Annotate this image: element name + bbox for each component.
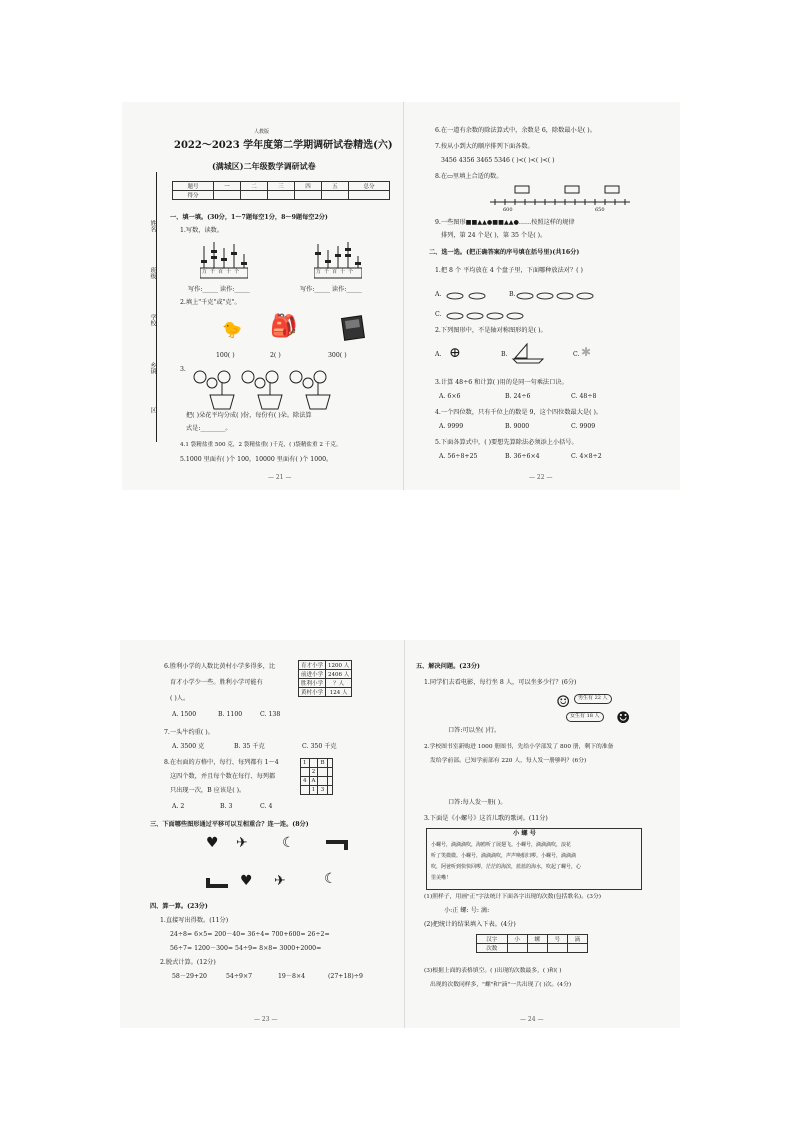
section1-heading: 一、填一填。(30分，1～7题每空1分，8～9题每空2分) bbox=[170, 214, 328, 221]
boy-icon: ☺ bbox=[556, 692, 571, 711]
section5-heading: 五、解决问题。(23分) bbox=[416, 663, 480, 670]
airplane-icon-2: ✈ bbox=[274, 873, 286, 889]
book-icon bbox=[340, 314, 366, 342]
sailboat-icon bbox=[511, 342, 545, 364]
side-label-town: 乡镇 bbox=[149, 362, 156, 374]
abacus-label: 千 bbox=[210, 269, 219, 275]
c4-opt-c: C. 9909 bbox=[571, 423, 596, 430]
p1-text: 1.同学们去看电影，每行坐 8 人，可以坐多少行？(6分) bbox=[424, 679, 577, 686]
c8-opt-a: A. 2 bbox=[172, 803, 185, 810]
page-number-21: — 21 — bbox=[268, 474, 292, 481]
page-fold-2 bbox=[404, 640, 405, 1028]
girl-icon: ☻ bbox=[616, 708, 631, 727]
word-header: 滴 bbox=[567, 935, 587, 944]
c4-opt-b: B. 9000 bbox=[505, 423, 530, 430]
crescent-moon-icon: ☾ bbox=[282, 835, 295, 851]
plates-icon bbox=[445, 286, 665, 326]
word-header: 汉字 bbox=[477, 935, 508, 944]
abacus-label: 个 bbox=[348, 269, 357, 275]
exam-scan-page-1 bbox=[122, 102, 680, 490]
page-23 bbox=[120, 640, 402, 1028]
c8-text-c: 只出现一次，B 应该是( )。 bbox=[170, 787, 246, 794]
p3-text: 3.下面是《小螺号》这首儿歌的歌词。(11分) bbox=[424, 815, 548, 822]
airplane-icon: ✈ bbox=[236, 835, 248, 851]
exam-title: 2022～2023 学年度第二学期调研试卷精选(六) bbox=[174, 140, 393, 151]
c5-opt-c: C. 4×8÷2 bbox=[571, 453, 602, 460]
score-cell[interactable] bbox=[321, 191, 348, 200]
section4-heading: 四、算一算。(23分) bbox=[150, 903, 208, 910]
c3-text: 3.计算 48÷6 和计算( )用的是同一句乘法口诀。 bbox=[435, 379, 568, 386]
grid-cell: 1 bbox=[309, 786, 318, 795]
m1-text: 1.直接写出得数。(11分) bbox=[160, 917, 229, 924]
grid-cell bbox=[327, 777, 332, 786]
chick-icon: 🐤 bbox=[222, 320, 242, 339]
score-table bbox=[172, 181, 390, 200]
m2-item-2: 54÷9×7 bbox=[226, 973, 253, 980]
abacus-label: 万 bbox=[202, 269, 211, 275]
c3-opt-c: C. 48÷8 bbox=[571, 393, 597, 400]
q8-tick-650: 650 bbox=[595, 207, 605, 213]
side-label-school: 学校 bbox=[149, 314, 156, 326]
section3-heading: 三、下面哪些图形通过平移可以互相重合？连一连。(8分) bbox=[150, 821, 309, 828]
c1-opt-c: C. bbox=[435, 311, 442, 318]
c7-opt-b: B. 35 千克 bbox=[234, 743, 265, 750]
side-label-district: 区 bbox=[149, 407, 156, 413]
abacus-label: 十 bbox=[226, 269, 235, 275]
section2-heading: 二、选一选。(把正确答案的序号填在括号里)(共16分) bbox=[429, 249, 580, 256]
p1-answer: 口答:可以坐( )行。 bbox=[448, 727, 501, 734]
q6-text: 6.在一道有余数的除法算式中，余数是 6，除数最小是( )。 bbox=[435, 127, 596, 134]
grid-cell: B bbox=[318, 759, 327, 768]
p2-answer: 口答:每人发一册( )。 bbox=[448, 799, 507, 806]
c2-text: 2.下列图形中，不是轴对称图形的是( )。 bbox=[435, 327, 547, 334]
c8-text-a: 8.在右面的方格中，每行、每列都有 1～4 bbox=[164, 759, 279, 766]
binding-line bbox=[156, 172, 157, 442]
page-number-22: — 22 — bbox=[529, 474, 553, 481]
grid-cell: 4 bbox=[301, 777, 310, 786]
flower-pots-icon bbox=[190, 367, 340, 411]
c6-text-a: 6.胜利小学的人数比黄村小学多得多，比 bbox=[164, 663, 276, 670]
school-name: 前进小学 bbox=[299, 670, 326, 679]
boys-bubble: 男生有 22 人 bbox=[574, 694, 612, 704]
count-cell[interactable] bbox=[567, 944, 587, 953]
side-label-class: 班级 bbox=[149, 267, 156, 279]
maple-leaf-icon: ✱ bbox=[581, 345, 592, 359]
edition-label: 人教版 bbox=[254, 129, 270, 135]
q9-text-b: 排列，第 24 个是( )，第 35 个是( )。 bbox=[441, 232, 547, 239]
school-population-table bbox=[298, 660, 352, 697]
backpack-icon: 🎒 bbox=[270, 314, 298, 339]
grid-cell: 3 bbox=[318, 786, 327, 795]
m1-row-1: 24÷8= 6×5= 200－40= 36÷4= 700+600= 26÷2= bbox=[170, 931, 330, 938]
poem-title: 小 螺 号 bbox=[513, 830, 536, 837]
page-number-24: — 24 — bbox=[520, 1016, 544, 1023]
c6-text-c: ( )人。 bbox=[170, 695, 190, 702]
c8-text-b: 这四个数，并且每个数在每行、每列都 bbox=[170, 773, 276, 780]
c2-opt-b: B. bbox=[501, 351, 508, 358]
q4-text: 4.1 袋精盐重 500 克，2 袋精盐重( )千克，( )袋精盐重 2 千克。 bbox=[180, 442, 342, 448]
q9-text-a: 9.一些图形■■▲▲●■■▲▲●……按照这样的规律 bbox=[435, 219, 575, 226]
c5-opt-b: B. 36÷6×4 bbox=[505, 453, 540, 460]
grid-cell: 2 bbox=[309, 768, 318, 777]
q8-tick-600: 600 bbox=[503, 207, 513, 213]
side-label-name: 姓名 bbox=[149, 220, 156, 232]
school-count: 124 人 bbox=[326, 688, 352, 697]
c6-text-b: 育才小学少一些。胜利小学可能有 bbox=[170, 679, 263, 686]
c8-opt-c: C. 4 bbox=[260, 803, 273, 810]
score-cell[interactable] bbox=[348, 191, 389, 200]
heart-icon: ♥ bbox=[206, 835, 219, 851]
heart-icon-2: ♥ bbox=[240, 873, 253, 889]
c6-opt-c: C. 138 bbox=[260, 711, 281, 718]
abacus-label: 千 bbox=[324, 269, 333, 275]
q3-text-a: 把( )朵花平均分成( )份，每份有( )朵。除法算 bbox=[186, 412, 312, 419]
exam-scan-page-2 bbox=[120, 640, 680, 1028]
score-header-cell: 五 bbox=[321, 182, 348, 191]
c5-text: 5.下面各算式中，( )要想先算除法必须添上小括号。 bbox=[435, 439, 578, 446]
page-number-23: — 23 — bbox=[254, 1016, 278, 1023]
q2-item-1: 100( ) bbox=[216, 352, 235, 359]
grid-cell bbox=[327, 768, 332, 777]
poem-line: 听了笑微微。小螺号，滴滴滴吹，声声唤船归啰。小螺号，滴滴滴 bbox=[431, 853, 577, 859]
abacus-label: 个 bbox=[234, 269, 243, 275]
abacus-label: 十 bbox=[340, 269, 349, 275]
c5-opt-a: A. 56÷8+25 bbox=[439, 453, 478, 460]
poem-line: 吹，阿爸听到快快回啰，茫茫的海滨，蓝蓝的海水，吹起了螺号，心 bbox=[431, 864, 582, 870]
q2-text: 2.填上"千克"或"克"。 bbox=[180, 299, 241, 306]
score-header-cell: 一 bbox=[214, 182, 241, 191]
c1-opt-b: B. bbox=[509, 291, 516, 298]
q3-text-b: 式是:________。 bbox=[186, 425, 232, 432]
grid-cell bbox=[318, 768, 327, 777]
abacus-label: 百 bbox=[332, 269, 341, 275]
school-count: ？人 bbox=[326, 679, 352, 688]
c1-opt-a: A. bbox=[435, 291, 442, 298]
exam-subtitle: (满城区)二年级数学调研试卷 bbox=[212, 161, 316, 171]
count-row-label: 次数 bbox=[477, 944, 508, 953]
m2-item-1: 58－29+20 bbox=[172, 973, 207, 980]
score-cell[interactable] bbox=[294, 191, 321, 200]
school-name: 胜利小学 bbox=[299, 679, 326, 688]
grid-cell bbox=[327, 759, 332, 768]
c8-opt-b: B. 3 bbox=[220, 803, 233, 810]
count-cell[interactable] bbox=[527, 944, 547, 953]
q1-text: 1.写数，读数。 bbox=[180, 227, 224, 234]
page-21 bbox=[122, 102, 401, 490]
grid-cell: A bbox=[309, 777, 318, 786]
c6-opt-b: B. 1100 bbox=[218, 711, 243, 718]
score-header-cell: 总分 bbox=[348, 182, 389, 191]
q7-numbers: 3456 4356 3465 5346 ( )<( )<( )<( ) bbox=[441, 157, 555, 164]
p3-1-row: 小:正 螺: 号: 滴: bbox=[444, 907, 490, 914]
score-header-cell: 题号 bbox=[173, 182, 214, 191]
school-name: 黄村小学 bbox=[299, 688, 326, 697]
grid-cell bbox=[327, 786, 332, 795]
c3-opt-b: B. 24÷6 bbox=[505, 393, 531, 400]
score-header-cell: 四 bbox=[294, 182, 321, 191]
school-count: 1200 人 bbox=[326, 661, 352, 670]
poem-line: 里美嘞！ bbox=[431, 875, 452, 881]
grid-cell bbox=[318, 777, 327, 786]
page-24 bbox=[410, 640, 680, 1028]
score-cell[interactable] bbox=[214, 191, 241, 200]
p3-3-text-a: (3)根据上面的表格填空。( )出现的次数最多，( )和( ) bbox=[424, 968, 562, 974]
word-count-table bbox=[476, 934, 588, 953]
bank-logo-icon: ⊕ bbox=[449, 345, 461, 361]
count-cell[interactable] bbox=[547, 944, 567, 953]
grid-cell bbox=[309, 759, 318, 768]
q8-text: 8.在▭里填上合适的数。 bbox=[435, 173, 503, 180]
page-22 bbox=[405, 102, 680, 490]
m2-item-4: (27+18)÷9 bbox=[328, 973, 363, 980]
c4-text: 4.一个四位数，只有千位上的数是 9，这个四位数最大是( )。 bbox=[435, 409, 603, 416]
m2-text: 2.脱式计算。(12分) bbox=[160, 959, 216, 966]
school-count: 2406 人 bbox=[326, 670, 352, 679]
c2-opt-a: A. bbox=[435, 351, 442, 358]
p3-2-text: (2)把统计的结果填入下表。(4分) bbox=[424, 921, 516, 928]
c7-text: 7.一头牛约重( )。 bbox=[164, 729, 214, 736]
p3-1-text: (1)照样子，用画"正"字法统计下面各字出现的次数(包括歌名)。(3分) bbox=[424, 894, 601, 900]
c7-opt-a: A. 3500 克 bbox=[172, 743, 205, 750]
grid-cell bbox=[301, 786, 310, 795]
abacus-label: 百 bbox=[218, 269, 227, 275]
q1-write-2: 写作:_____ 读作:_____ bbox=[300, 286, 362, 293]
q1-write-1: 写作:_____ 读作:_____ bbox=[188, 286, 250, 293]
poem-box bbox=[426, 828, 642, 890]
crescent-moon-icon-2: ☾ bbox=[324, 871, 337, 887]
m2-item-3: 19－8×4 bbox=[278, 973, 306, 980]
p3-3-text-b: 出现的次数同样多，"螺"和"滴"一共出现了( )次。(4分) bbox=[430, 982, 572, 988]
c1-text: 1.把 8 个 平均放在 4 个盘子里，下面哪种放法对？( ) bbox=[435, 267, 583, 274]
page-fold bbox=[403, 102, 404, 490]
girls-bubble: 女生有 18 人 bbox=[566, 712, 604, 722]
score-cell[interactable] bbox=[241, 191, 268, 200]
q3-number: 3. bbox=[180, 366, 186, 373]
grid-cell: 1 bbox=[301, 759, 310, 768]
corner-bracket-icon-2 bbox=[204, 876, 230, 890]
corner-bracket-icon bbox=[324, 838, 350, 852]
q2-item-2: 2( ) bbox=[270, 352, 281, 359]
m1-row-2: 56÷7= 1200－300= 54÷9= 8×8= 3000+2000= bbox=[170, 945, 322, 952]
score-header-cell: 三 bbox=[268, 182, 295, 191]
score-row-label: 得分 bbox=[173, 191, 214, 200]
p2-text-b: 发给学前部。已知学前部有 220 人，每人发一册够吗？(6分) bbox=[430, 758, 587, 764]
sudoku-grid bbox=[300, 758, 333, 795]
c2-opt-c: C. bbox=[573, 351, 580, 358]
q7-text: 7.按从小到大的顺序排列下面各数。 bbox=[435, 143, 534, 150]
c3-opt-a: A. 6×6 bbox=[439, 393, 461, 400]
q2-item-3: 300( ) bbox=[328, 352, 347, 359]
word-header: 号 bbox=[547, 935, 567, 944]
school-name: 育才小学 bbox=[299, 661, 326, 670]
abacus-label: 万 bbox=[316, 269, 325, 275]
score-header-cell: 二 bbox=[241, 182, 268, 191]
q5-text: 5.1000 里面有( )个 100，10000 里面有( )个 1000。 bbox=[180, 456, 333, 463]
c6-opt-a: A. 1500 bbox=[172, 711, 197, 718]
count-cell[interactable] bbox=[507, 944, 527, 953]
score-cell[interactable] bbox=[268, 191, 295, 200]
poem-line: 小螺号，滴滴滴吹，海鸥听了展翅飞。小螺号，滴滴滴吹，浪花 bbox=[431, 842, 572, 848]
grid-cell bbox=[301, 768, 310, 777]
abacus-1-labels bbox=[202, 270, 242, 276]
abacus-2-labels bbox=[316, 270, 356, 276]
c4-opt-a: A. 9999 bbox=[439, 423, 464, 430]
c7-opt-c: C. 350 千克 bbox=[302, 743, 337, 750]
word-header: 小 bbox=[507, 935, 527, 944]
word-header: 螺 bbox=[527, 935, 547, 944]
p2-text-a: 2.学校图书室新购进 1000 册图书，先给小学部发了 800 册，剩下的准备 bbox=[424, 744, 614, 750]
